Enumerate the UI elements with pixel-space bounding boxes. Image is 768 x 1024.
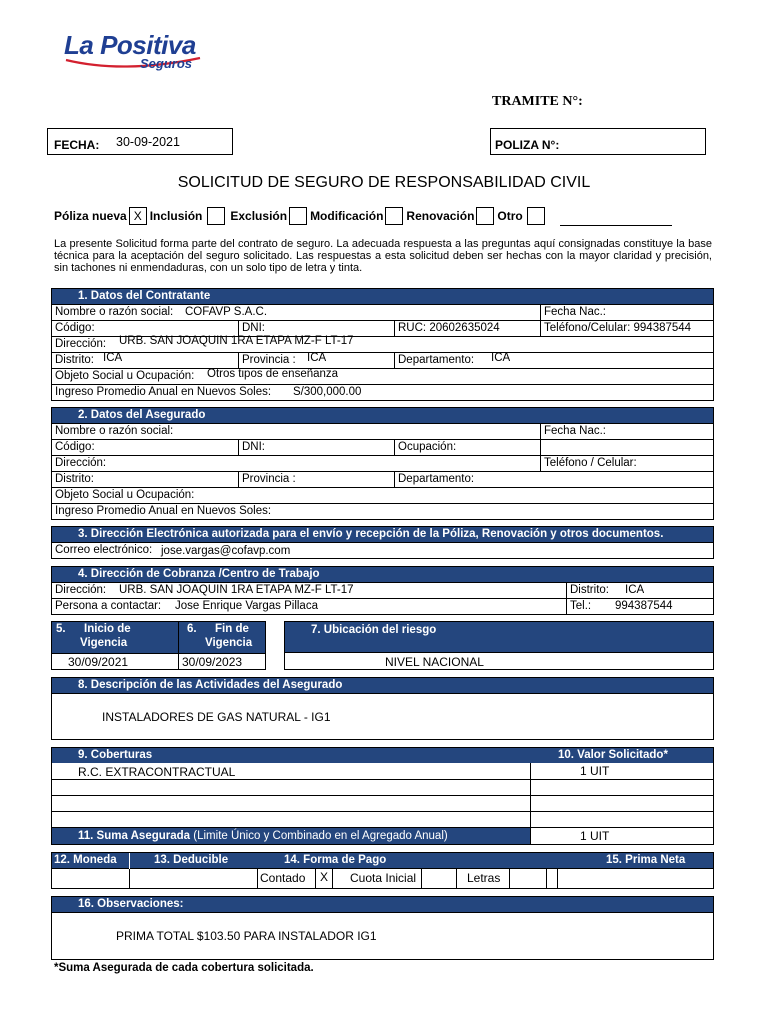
suma-asegurada-note: (Limite Único y Combinado en el Agregado Anual) — [193, 830, 448, 842]
pago-col-line — [557, 869, 558, 888]
table-row — [52, 369, 713, 385]
grid-line — [52, 795, 713, 796]
fecha-nac-label: Fecha Nac.: — [540, 305, 713, 320]
ubicacion-value[interactable]: NIVEL NACIONAL — [385, 655, 484, 669]
section-3-header: 3. Dirección Electrónica autorizada para el envío y recepción de la Póliza, Renovación y otros documentos. — [52, 527, 713, 543]
section-observaciones — [51, 896, 714, 960]
cuota-inicial-label: Cuota Inicial — [350, 871, 417, 885]
table-row — [52, 599, 713, 614]
provincia-label: Provincia : — [238, 353, 394, 368]
option-exclusion-label: Exclusión — [230, 209, 288, 223]
poliza-box — [490, 128, 706, 155]
fin-title-2: Vigencia — [205, 637, 253, 649]
section-actividades — [51, 677, 714, 740]
coberturas-grid — [52, 763, 713, 830]
inicio-title-2: Vigencia — [80, 637, 128, 649]
fin-title-1: Fin de — [215, 623, 249, 635]
suma-asegurada-label: 11. Suma Asegurada — [78, 830, 191, 842]
vigencia-vertical — [178, 653, 179, 669]
fin-vigencia-value[interactable]: 30/09/2023 — [182, 655, 243, 669]
telefono-label: Teléfono / Celular: — [540, 456, 713, 471]
section-4-header: 4. Dirección de Cobranza /Centro de Trabajo — [52, 567, 713, 583]
grid-line — [52, 811, 713, 812]
distrito-label: Distrito: — [55, 473, 94, 485]
fin-num: 6. — [187, 623, 197, 635]
section-cobranza — [51, 566, 714, 615]
logo-subtitle: Seguros — [140, 56, 193, 71]
fecha-value[interactable]: 30-09-2021 — [116, 135, 180, 149]
table-row — [52, 305, 713, 321]
provincia-label: Provincia : — [238, 472, 394, 487]
table-row — [52, 583, 713, 599]
letras-label: Letras — [467, 871, 501, 885]
valor-value[interactable]: 1 UIT — [580, 764, 610, 778]
correo-value[interactable]: jose.vargas@cofavp.com — [161, 545, 291, 557]
grid-vertical — [530, 763, 531, 845]
cobertura-value[interactable]: R.C. EXTRACONTRACTUAL — [78, 765, 236, 779]
table-row — [52, 440, 713, 456]
inicio-vigencia-value[interactable]: 30/09/2021 — [68, 655, 129, 669]
letras-field[interactable] — [509, 869, 547, 888]
company-logo: La Positiva — [64, 30, 196, 60]
option-inclusion-label: Inclusión — [149, 209, 203, 223]
ruc-label-text: RUC: — [398, 322, 427, 334]
suma-asegurada-value[interactable]: 1 UIT — [580, 829, 610, 843]
objeto-label: Objeto Social u Ocupación: — [55, 370, 195, 382]
direccion-value[interactable]: URB. SAN JOAQUIN 1RA ETAPA MZ-F LT-17 — [119, 584, 354, 596]
coberturas-header — [52, 748, 713, 763]
section-1-header: 1. Datos del Contratante — [52, 289, 713, 305]
checkbox-exclusion[interactable] — [289, 207, 307, 225]
table-row — [52, 504, 713, 519]
vigencia-divider — [52, 653, 265, 654]
direccion-label: Dirección: — [55, 457, 107, 469]
moneda-title: 12. Moneda — [54, 854, 117, 866]
option-renovacion-label: Renovación — [406, 209, 475, 223]
checkbox-modificacion[interactable] — [385, 207, 403, 225]
objeto-value[interactable]: Otros tipos de enseñanza — [207, 368, 339, 380]
ingreso-label: Ingreso Promedio Anual en Nuevos Soles: — [55, 386, 272, 398]
table-row — [52, 353, 713, 369]
option-otro-label: Otro — [497, 209, 523, 223]
nombre-label: Nombre o razón social: — [55, 425, 174, 437]
blank-cell — [540, 440, 713, 455]
tel-value[interactable]: 994387544 — [615, 600, 673, 612]
ubicacion-header: 7. Ubicación del riesgo — [285, 622, 713, 653]
section-coberturas — [51, 747, 714, 845]
telefono-label-text: Teléfono/Celular: — [544, 322, 631, 334]
direccion-label: Dirección: — [55, 584, 107, 596]
distrito-label: Distrito: — [566, 583, 713, 598]
prima-neta-title: 15. Prima Neta — [606, 854, 686, 866]
ocupacion-label: Ocupación: — [394, 440, 540, 455]
footnote: *Suma Asegurada de cada cobertura solicitada. — [54, 962, 314, 974]
table-row — [52, 385, 713, 400]
pago-col-line — [257, 869, 258, 888]
table-row — [52, 543, 713, 558]
suma-asegurada-row — [52, 828, 530, 844]
tel-label: Tel.: — [566, 599, 713, 614]
observaciones-value[interactable]: PRIMA TOTAL $103.50 PARA INSTALADOR IG1 — [116, 929, 377, 943]
correo-label: Correo electrónico: — [55, 544, 153, 556]
fecha-label: FECHA: — [54, 138, 100, 152]
poliza-label: POLIZA N°: — [495, 138, 560, 152]
fecha-nac-label: Fecha Nac.: — [540, 424, 713, 439]
distrito-label: Distrito: — [55, 354, 94, 366]
ingreso-label: Ingreso Promedio Anual en Nuevos Soles: — [55, 505, 272, 517]
direccion-value[interactable]: URB. SAN JOAQUIN 1RA ETAPA MZ-F LT-17 — [119, 335, 354, 347]
table-row — [52, 456, 713, 472]
section-pago — [51, 852, 714, 889]
table-row — [52, 472, 713, 488]
checkbox-otro[interactable] — [527, 207, 545, 225]
fecha-box — [47, 128, 233, 155]
ubicacion-box — [284, 621, 714, 670]
inicio-vigencia-box — [51, 621, 266, 670]
section-contratante — [51, 288, 714, 401]
objeto-label: Objeto Social u Ocupación: — [55, 489, 195, 501]
departamento-value[interactable]: ICA — [491, 352, 511, 364]
checkbox-contado[interactable]: X — [315, 869, 333, 888]
inicio-title-1: Inicio de — [84, 623, 131, 635]
option-poliza-nueva-label: Póliza nueva — [54, 209, 127, 223]
inicio-vigencia-header — [52, 622, 179, 653]
provincia-value[interactable]: ICA — [307, 352, 327, 364]
section-16-header: 16. Observaciones: — [52, 897, 713, 913]
nombre-label: Nombre o razón social: — [55, 306, 174, 318]
section-asegurado — [51, 407, 714, 520]
inicio-num: 5. — [56, 623, 66, 635]
nombre-value[interactable]: COFAVP S.A.C. — [185, 306, 268, 318]
actividades-value[interactable]: INSTALADORES DE GAS NATURAL - IG1 — [102, 710, 331, 724]
persona-value[interactable]: Jose Enrique Vargas Pillaca — [175, 600, 318, 612]
dni-label: DNI: — [238, 440, 394, 455]
departamento-label: Departamento: — [394, 472, 713, 487]
pago-header — [52, 853, 713, 869]
ingreso-value[interactable]: S/300,000.00 — [293, 386, 362, 398]
otro-specify-line[interactable] — [560, 207, 672, 226]
distrito-value[interactable]: ICA — [103, 352, 123, 364]
valor-solicitado-title: 10. Valor Solicitado* — [558, 749, 668, 761]
section-2-header: 2. Datos del Asegurado — [52, 408, 713, 424]
direccion-label: Dirección: — [55, 338, 107, 350]
telefono-label — [540, 321, 713, 336]
coberturas-title: 9. Coberturas — [78, 749, 153, 761]
codigo-label: Código: — [55, 322, 95, 334]
pago-col-line — [129, 869, 130, 888]
policy-type-options — [54, 206, 672, 226]
contado-label: Contado — [260, 871, 306, 885]
fin-vigencia-header — [179, 622, 265, 653]
departamento-label: Departamento: — [394, 353, 713, 368]
distrito-value[interactable]: ICA — [625, 584, 645, 596]
section-8-header: 8. Descripción de las Actividades del Asegurado — [52, 678, 713, 694]
tramite-label: TRAMITE N°: — [492, 94, 583, 109]
persona-label: Persona a contactar: — [55, 600, 162, 612]
option-modificacion-label: Modificación — [310, 209, 384, 223]
checkbox-inclusion[interactable] — [207, 207, 225, 225]
codigo-label: Código: — [55, 441, 95, 453]
cuota-inicial-field[interactable] — [421, 869, 457, 888]
forma-pago-title: 14. Forma de Pago — [284, 854, 387, 866]
checkbox-poliza-nueva[interactable]: X — [129, 207, 147, 225]
checkbox-renovacion[interactable] — [476, 207, 494, 225]
table-row — [52, 488, 713, 504]
deducible-title: 13. Deducible — [154, 854, 229, 866]
form-title: SOLICITUD DE SEGURO DE RESPONSABILIDAD CIVIL — [177, 174, 591, 191]
table-row — [52, 337, 713, 353]
telefono-value[interactable]: 994387544 — [633, 322, 692, 334]
dni-label: DNI: — [238, 321, 394, 336]
grid-line — [52, 779, 713, 780]
section-correo — [51, 526, 714, 559]
ruc-value[interactable]: 20602635024 — [429, 322, 500, 334]
table-row — [52, 424, 713, 440]
intro-paragraph: La presente Solicitud forma parte del contrato de seguro. La adecuada respuesta a las preguntas aquí consignadas constituye la base técnica para la aceptación del seguro solicitado. Las respuestas a esta solicitud deben ser hechas con la mayor claridad y precisión, sin tachones ni enmendaduras, con un solo tipo de letra y tinta. — [54, 238, 712, 274]
